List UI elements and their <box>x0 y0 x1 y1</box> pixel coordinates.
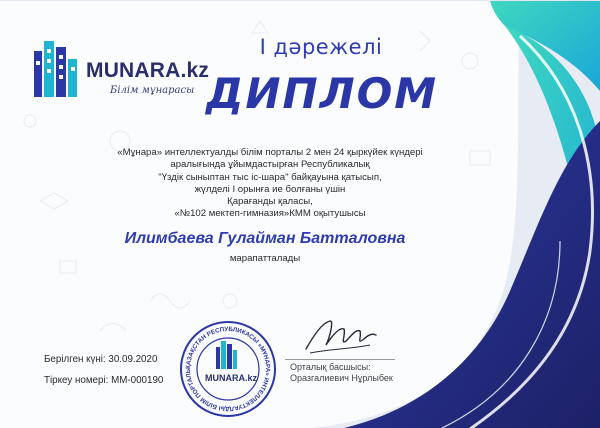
issue-date: Берілген күні: 30.09.2020 <box>44 354 158 365</box>
recipient-name: Илимбаева Гулайман Батталовна <box>124 230 406 247</box>
degree-label: I дәрежелі <box>259 35 383 59</box>
logo-brand-text: MUNARA.kz <box>86 59 210 82</box>
description-line: аралығында ұйымдастырған Республикалық <box>170 159 370 171</box>
head-name: Оразгалиевич Нұрлыбек <box>290 373 393 383</box>
stamp-ring-text: ҚАЗАҚСТАН РЕСПУБЛИКАСЫ «МҰНАРА» ИНТЕЛЛЕКТУАЛДЫ БІЛІМ ПОРТАЛЫ <box>184 325 272 413</box>
description-line: "Үздік сыныптан тыс іс-шара" байқауына қатысып, <box>158 171 382 183</box>
awarded-text: марапатталады <box>229 253 301 264</box>
registration-number: Тіркеу номері: ММ-000190 <box>44 375 164 386</box>
stamp-brand-text: MUNARA.kz <box>205 373 258 383</box>
award-description <box>100 147 440 221</box>
description-line: жүлделі I орынға ие болғаны үшін <box>194 183 346 195</box>
description-line: «Мұнара» интеллектуалды білім порталы 2 мен 24 қыркүйек күндері <box>117 147 423 158</box>
diploma-title: ДИПЛОМ <box>206 69 439 118</box>
head-role: Орталық басшысы: <box>290 362 371 372</box>
official-stamp <box>178 319 278 419</box>
stamp-tower-icon <box>216 341 237 369</box>
logo-tagline: Білім мұнарасы <box>110 85 195 96</box>
description-line: Қарағанды қаласы, <box>227 196 313 208</box>
munara-logo <box>30 35 220 105</box>
signature-line <box>285 359 395 360</box>
tower-logo-icon <box>30 37 82 97</box>
description-line: «№102 мектеп-гимназия»КММ оқытушысы <box>174 208 366 220</box>
handwritten-signature <box>300 315 380 359</box>
